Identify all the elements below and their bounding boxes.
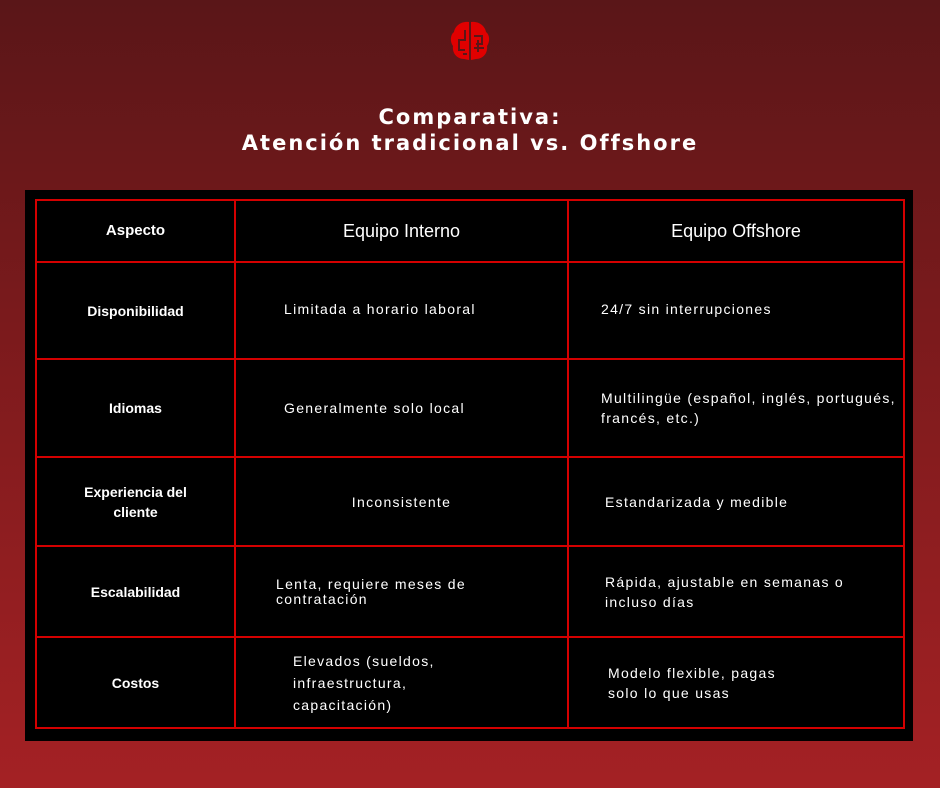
table-row bbox=[36, 359, 904, 457]
brain-circuit-icon bbox=[447, 18, 493, 64]
comparison-table bbox=[35, 199, 905, 729]
header-aspect: Aspecto bbox=[36, 200, 235, 262]
internal-cell: Limitada a horario laboral bbox=[235, 262, 568, 359]
offshore-cell: Multilingüe (español, inglés, portugués, francés, etc.) bbox=[568, 359, 904, 457]
table-row bbox=[36, 457, 904, 546]
internal-cell: Lenta, requiere meses de contratación bbox=[235, 546, 568, 637]
aspect-cell: Escalabilidad bbox=[36, 546, 235, 637]
table-header-row bbox=[36, 200, 904, 262]
table-row bbox=[36, 637, 904, 728]
table-row bbox=[36, 262, 904, 359]
title-line-2: Atención tradicional vs. Offshore bbox=[241, 131, 699, 155]
aspect-cell: Idiomas bbox=[36, 359, 235, 457]
aspect-cell: Disponibilidad bbox=[36, 262, 235, 359]
header-internal: Equipo Interno bbox=[235, 200, 568, 262]
offshore-cell: Rápida, ajustable en semanas o incluso días bbox=[568, 546, 904, 637]
internal-cell: Generalmente solo local bbox=[235, 359, 568, 457]
internal-cell: Inconsistente bbox=[235, 457, 568, 546]
table-row bbox=[36, 546, 904, 637]
header-offshore: Equipo Offshore bbox=[568, 200, 904, 262]
offshore-cell: 24/7 sin interrupciones bbox=[568, 262, 904, 359]
page-title bbox=[0, 104, 940, 156]
offshore-cell: Modelo flexible, pagas solo lo que usas bbox=[568, 637, 904, 728]
internal-cell: Elevados (sueldos, infraestructura, capacitación) bbox=[235, 637, 568, 728]
offshore-cell: Estandarizada y medible bbox=[568, 457, 904, 546]
aspect-cell: Costos bbox=[36, 637, 235, 728]
title-line-1: Comparativa: bbox=[378, 105, 562, 129]
aspect-cell: Experiencia del cliente bbox=[36, 457, 235, 546]
